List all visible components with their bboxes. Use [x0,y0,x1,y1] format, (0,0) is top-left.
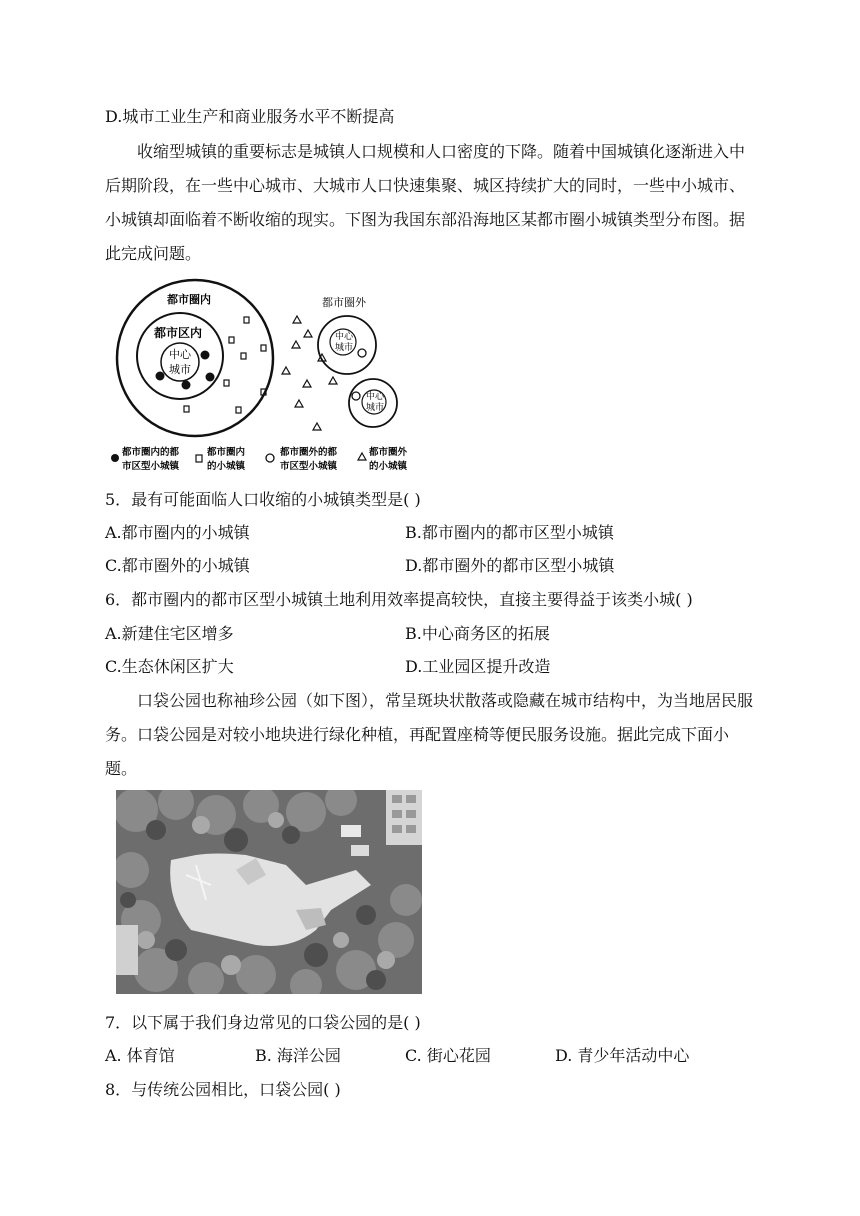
district-label: 都市区内 [154,326,203,340]
question-6-option-a: A.新建住宅区增多 [105,624,234,643]
passage-shrinking-towns: 收缩型城镇的重要标志是城镇人口规模和人口密度的下降。随着中国城镇化逐渐进入中后期阶段，在一些中心城市、大城市人口快速集聚、城区持续扩大的同时，一些中小城市、小城镇却面临着不断收缩的现实。下图为我国东部沿海地区某都市圈小城镇类型分布图。据此完成问题。 [105,142,746,263]
square-marker [261,345,266,351]
question-7-option-c: C. 街心花园 [405,1046,491,1065]
question-6-option-d: D.工业园区提升改造 [405,657,551,676]
square-marker [229,337,234,343]
question-6-stem: 6．都市圈内的都市区型小城镇土地利用效率提高较快，直接主要得益于该类小城( ) [105,590,693,609]
legend-label-3b: 市区型小城镇 [280,461,338,472]
question-5-option-d: D.都市圈外的都市区型小城镇 [405,556,615,575]
triangle-marker [303,380,311,387]
legend-label-2a: 都市圈内 [207,447,246,458]
triangle-marker [292,341,300,348]
passage-pocket-park: 口袋公园也称袖珍公园（如下图），常呈斑块状散落或隐藏在城市结构中，为当地居民服务。口袋公园是对较小地块进行绿化种植，再配置座椅等便民服务设施。据此完成下面小题。 [105,691,754,778]
square-marker [236,407,241,413]
triangle-marker [295,400,303,407]
outer-center2-label-2: 城市 [366,403,385,413]
legend-triangle [358,453,366,460]
filled-circle-marker [182,381,191,390]
metro-outer-label: 都市圈外 [322,296,366,309]
question-7-stem: 7．以下属于我们身边常见的口袋公园的是( ) [105,1013,421,1032]
question-6-option-c: C.生态休闲区扩大 [105,657,234,676]
legend-label-4a: 都市圈外 [369,447,408,458]
legend-square [196,455,202,462]
square-marker [184,406,189,412]
question-5-option-a: A.都市圈内的小城镇 [105,523,250,542]
square-marker [244,317,249,323]
triangle-marker [282,367,290,374]
triangle-marker [313,423,321,430]
outer-center-label-1: 中心 [335,332,354,342]
filled-circle-marker [156,372,165,381]
legend-open-circle [266,454,274,462]
question-6-option-b: B.中心商务区的拓展 [405,624,550,643]
legend-label-2b: 的小城镇 [207,461,246,472]
question-7-option-a: A. 体育馆 [105,1046,175,1065]
legend-label-1b: 市区型小城镇 [122,461,180,472]
filled-circle-marker [206,373,215,382]
square-marker [224,380,229,386]
triangle-marker [329,377,337,384]
open-circle-marker [352,392,360,400]
question-7-option-b: B. 海洋公园 [255,1046,341,1065]
square-marker [241,353,246,359]
town-type-diagram [110,278,430,478]
legend-label-3a: 都市圈外的都 [280,447,338,458]
triangle-marker [304,330,312,337]
question-5-option-c: C.都市圈外的小城镇 [105,556,250,575]
outer-center2-label-1: 中心 [366,392,385,402]
question-8-stem: 8．与传统公园相比，口袋公园( ) [105,1080,341,1099]
option-d-previous: D.城市工业生产和商业服务水平不断提高 [105,107,395,126]
pocket-park-photo [116,790,422,994]
open-circle-marker [358,349,366,357]
question-5-option-b: B.都市圈内的都市区型小城镇 [405,523,614,542]
legend-label-1a: 都市圈内的都 [122,447,180,458]
legend-filled-circle [111,454,119,462]
center-city-label-2: 城市 [169,363,191,376]
legend-label-4b: 的小城镇 [369,461,408,472]
question-7-option-d: D. 青少年活动中心 [555,1046,690,1065]
center-city-label-1: 中心 [169,348,191,361]
outer-center-label-2: 城市 [335,343,354,353]
filled-circle-marker [201,351,210,360]
question-5-stem: 5．最有可能面临人口收缩的小城镇类型是( ) [105,490,421,509]
metro-inner-label: 都市圈内 [167,293,211,306]
triangle-marker [293,316,301,323]
